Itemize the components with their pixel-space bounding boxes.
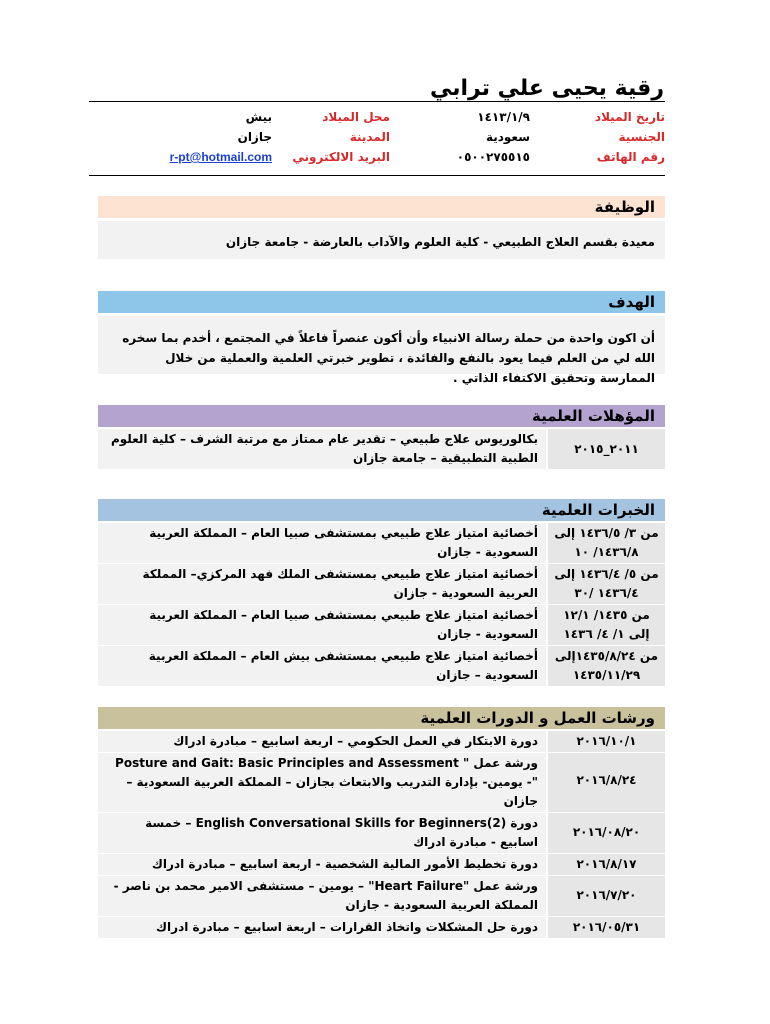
experience-text: أخصائية امتياز علاج طبيعي بمستشفى بيش العام – المملكة العربية السعودية – جازان: [98, 646, 547, 687]
table-row: [98, 731, 665, 753]
job-section-title: الوظيفة: [98, 196, 665, 218]
workshop-text: دورة تخطيط الأمور المالية الشخصية - اربعة اسابيع – مبادرة ادراك: [98, 854, 547, 876]
info-row: [99, 147, 665, 167]
workshop-date: ٢٠١٦/٠٨/٢٠: [547, 813, 665, 854]
top-divider: [89, 101, 665, 102]
info-row: [99, 127, 665, 147]
qualifications-section-title: المؤهلات العلمية: [98, 405, 665, 427]
workshop-date: ٢٠١٦/١٠/١: [547, 731, 665, 753]
experience-date: من ١٤٣٥/٨/٢٤إلى ١٤٣٥/١١/٢٩: [547, 646, 665, 687]
workshops-section-title: ورشات العمل و الدورات العلمية: [98, 707, 665, 729]
email-label: البريد الالكتروني: [292, 150, 390, 164]
job-text: معيدة بقسم العلاج الطبيعي - كلية العلوم والآداب بالعارضة - جامعة جازان: [98, 221, 665, 259]
nationality-value: سعودية: [485, 130, 530, 144]
workshop-date: ٢٠١٦/٨/٢٤: [547, 753, 665, 813]
phone-label: رقم الهاتف: [596, 150, 665, 164]
birth-place-label: محل الميلاد: [322, 110, 390, 124]
workshop-date: ٢٠١٦/٧/٢٠: [547, 876, 665, 917]
phone-value: ٠٥٠٠٢٧٥٥١٥: [456, 150, 530, 164]
table-row: [98, 605, 665, 646]
table-row: [98, 646, 665, 687]
nationality-label: الجنسية: [618, 130, 665, 144]
table-row: [98, 854, 665, 876]
experience-date: من ١٤٣٥/ ١٢/١ إلى ١/ ٤/ ١٤٣٦: [547, 605, 665, 646]
email-link[interactable]: r-pt@hotmail.com: [169, 150, 272, 164]
experience-text: أخصائية امتياز علاج طبيعي بمستشفى صبيا العام – المملكة العربية السعودية - جازان: [98, 523, 547, 564]
workshop-date: ٢٠١٦/٠٥/٣١: [547, 917, 665, 939]
workshops-table: [98, 731, 665, 939]
info-divider: [89, 175, 665, 176]
city-label: المدينة: [349, 130, 390, 144]
table-row: [98, 523, 665, 564]
goal-text: أن اكون واحدة من حملة رسالة الانبياء وأن أكون عنصراً فاعلاً في المجتمع ، أخدم بما سخره الله لي من العلم فيما يعود بالنفع والفائدة ، تطوير خبرتي العلمية والعملية من خلال الممارسة وتحقيق الاكتفاء الذاتي .: [98, 316, 665, 374]
workshop-text: دورة الابتكار في العمل الحكومي – اربعة اسابيع – مبادرة ادراك: [98, 731, 547, 753]
personal-info: [99, 107, 665, 167]
birth-place-value: بيش: [245, 110, 272, 124]
experience-date: من ٥/ ١٤٣٦/٤ إلى ١٤٣٦/٤ /٣٠: [547, 564, 665, 605]
qualification-text: بكالوريوس علاج طبيعي – تقدير عام ممتاز مع مرتبة الشرف – كلية العلوم الطبية التطبيقية – جامعة جازان: [98, 429, 547, 470]
birth-date-value: ١٤١٣/١/٩: [477, 110, 530, 124]
table-row: [98, 876, 665, 917]
qualification-date: ٢٠١١_٢٠١٥: [547, 429, 665, 470]
city-value: جازان: [237, 130, 272, 144]
table-row: [98, 429, 665, 470]
experience-section-title: الخبرات العلمية: [98, 499, 665, 521]
workshop-text: ورشة عمل " Posture and Gait: Basic Principles and Assessment "- يومين- بإدارة التدريب والابتعاث بجازان – المملكة العربية السعودية – جازان: [98, 753, 547, 813]
table-row: [98, 917, 665, 939]
experience-date: من ٣/ ١٤٣٦/٥ إلى ١٤٣٦/٨/ ١٠: [547, 523, 665, 564]
workshop-text: دورة حل المشكلات واتخاذ القرارات – اربعة اسابيع – مبادرة ادراك: [98, 917, 547, 939]
experience-text: أخصائية امتياز علاج طبيعي بمستشفى الملك فهد المركزي– المملكة العربية السعودية - جازان: [98, 564, 547, 605]
person-name: رقية يحيى علي ترابي: [430, 76, 664, 101]
qualifications-table: [98, 429, 665, 470]
birth-date-label: تاريخ الميلاد: [594, 110, 665, 124]
workshop-text: دورة English Conversational Skills for Beginners(2) – خمسة اسابيع - مبادرة ادراك: [98, 813, 547, 854]
table-row: [98, 564, 665, 605]
table-row: [98, 813, 665, 854]
experience-text: أخصائية امتياز علاج طبيعي بمستشفى صبيا العام – المملكة العربية السعودية - جازان: [98, 605, 547, 646]
experience-table: [98, 523, 665, 687]
workshop-date: ٢٠١٦/٨/١٧: [547, 854, 665, 876]
info-row: [99, 107, 665, 127]
goal-section-title: الهدف: [98, 291, 665, 313]
workshop-text: ورشة عمل "Heart Failure" – يومين – مستشفى الامير محمد بن ناصر - المملكة العربية السعودية - جازان: [98, 876, 547, 917]
table-row: [98, 753, 665, 813]
